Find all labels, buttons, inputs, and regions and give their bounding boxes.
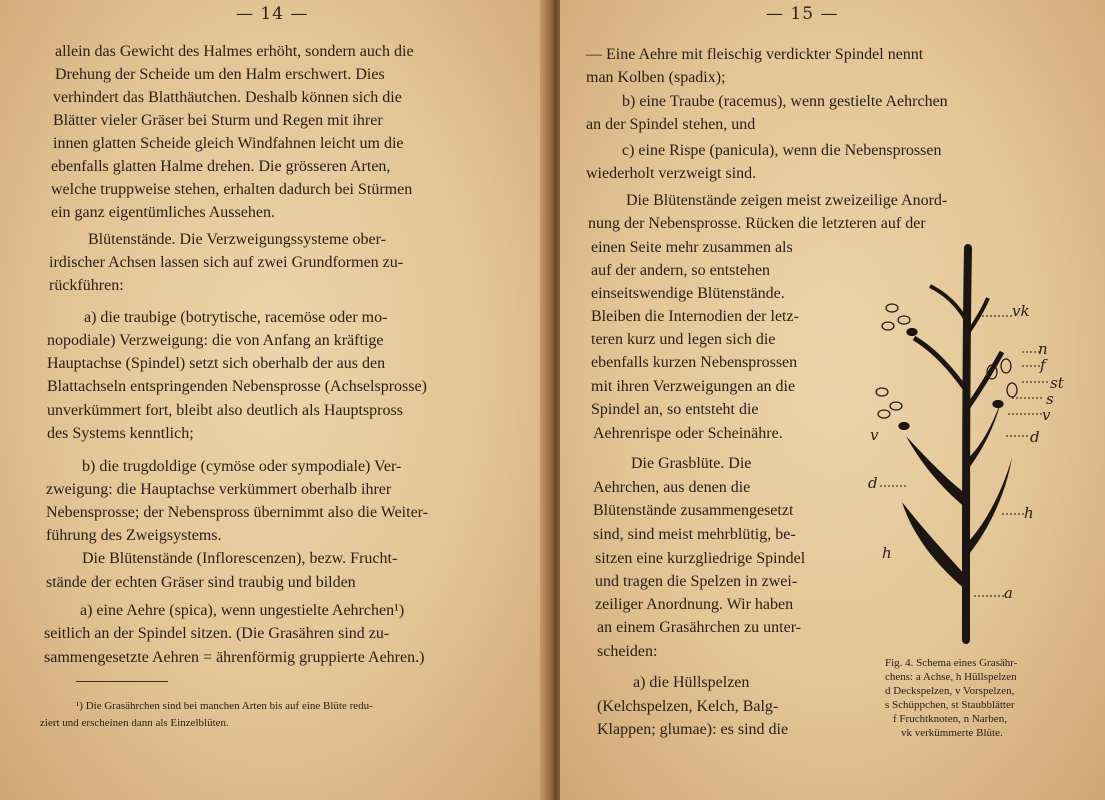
text-line: welche truppweise stehen, erhalten dadurch bei Stürmen [51,181,413,198]
text-line: irdischer Achsen lassen sich auf zwei Grundformen zu- [49,254,404,271]
figure-label-vk: vk [1012,302,1030,320]
text-line: sind, sind meist mehrblütig, be- [593,526,796,543]
figure-label-a: a [1004,584,1013,602]
figure-label-s: s [1046,390,1054,408]
text-line: an einem Grasährchen zu unter- [597,619,802,636]
spikelet-drawing [862,240,1082,650]
text-line: Spindel an, so entsteht die [591,401,759,418]
text-line: sammengesetzte Aehren = ährenförmig gruppierte Aehren.) [44,649,425,666]
text-line: c) eine Rispe (panicula), wenn die Nebensprossen [622,142,942,159]
text-line: Blütenstände zusammengesetzt [593,502,794,519]
text-line: Die Blütenstände (Inflorescenzen), bezw. Frucht- [82,550,398,567]
text-line: verhindert das Blatthäutchen. Deshalb können sich die [53,89,402,106]
text-line: seitlich an der Spindel sitzen. (Die Grasähren sind zu- [44,625,390,642]
figure-label-h: h [1024,504,1034,522]
text-line: Bleiben die Internodien der letz- [591,308,799,325]
figure-caption-line: d Deckspelzen, v Vorspelzen, [885,685,1015,697]
text-line: (Kelchspelzen, Kelch, Balg- [597,698,779,715]
text-line: Aehrchen, aus denen die [593,479,751,496]
text-line: sitzen eine kurzgliedrige Spindel [595,550,806,567]
left-page [0,0,548,800]
text-line: ein ganz eigentümliches Aussehen. [51,204,275,221]
text-line: Blattachseln entspringenden Nebensprosse (Achselsprosse) [47,378,427,395]
branch-left [914,338,966,390]
footnote-line: ziert und erscheinen dann als Einzelblüten. [40,717,229,729]
figure-caption-line: s Schüppchen, st Staubblätter [885,699,1015,711]
figure-label-v: v [870,426,879,444]
page-number: — 15 — [766,4,839,24]
figure-caption-line: chens: a Achse, h Hüllspelzen [885,671,1017,683]
text-line: man Kolben (spadix); [586,69,726,86]
footnote-rule [76,681,168,682]
glume-right [966,458,1012,558]
footnote-line: ¹) Die Grasährchen sind bei manchen Arten bis auf eine Blüte redu- [76,700,373,712]
text-line: zeiliger Anordnung. Wir haben [595,596,794,613]
floret-cluster-middle [876,388,909,430]
text-line: Blätter vieler Gräser bei Sturm und Regen mit ihrer [53,112,383,129]
text-line: ebenfalls kurzen Nebensprossen [591,354,798,371]
text-line: a) eine Aehre (spica), wenn ungestielte Aehrchen¹) [80,602,405,619]
figure-label-f: f [1040,356,1046,374]
figure-label-st: st [1050,374,1064,392]
grass-spikelet-figure [862,240,1082,650]
text-line: allein das Gewicht des Halmes erhöht, sondern auch die [55,43,414,60]
text-line: wiederholt verzweigt sind. [586,165,757,182]
figure-label-d: d [868,474,878,492]
axis-stem [966,248,968,640]
text-line: Klappen; glumae): es sind die [597,721,789,738]
text-line: b) die trugdoldige (cymöse oder sympodiale) Ver- [82,458,402,475]
text-line: und tragen die Spelzen in zwei- [595,573,798,590]
text-line: unverkümmert fort, bleibt also deutlich als Hauptspross [47,402,403,419]
text-line: führung des Zweigsystems. [46,527,222,544]
text-line: nopodiale) Verzweigung: die von Anfang an kräftige [47,332,384,349]
text-line: stände der echten Gräser sind traubig und bilden [46,574,356,591]
figure-label-d: d [1030,428,1040,446]
lemma-left [906,436,966,508]
floret-cluster-upper [882,304,917,336]
figure-caption-line: f Fruchtknoten, n Narben, [893,713,1007,725]
text-line: an der Spindel stehen, und [586,116,756,133]
section-heading-line: Die Grasblüte. Die [631,455,752,472]
figure-caption-line: Fig. 4. Schema eines Grasähr- [885,657,1018,669]
text-line: Hauptachse (Spindel) setzt sich oberhalb der aus den [47,355,386,372]
figure-caption-line: vk verkümmerte Blüte. [901,727,1003,739]
text-line: auf der andern, so entstehen [591,262,771,279]
text-line: zweigung: die Hauptachse verkümmert oberhalb ihrer [46,481,392,498]
text-line: rückführen: [49,277,124,294]
text-line: nung der Nebensprosse. Rücken die letzteren auf der [588,215,926,232]
text-line: a) die Hüllspelzen [633,674,750,691]
text-line: ebenfalls glatten Halme drehen. Die grösseren Arten, [51,158,391,175]
text-line: des Systems kenntlich; [47,425,194,442]
text-line: mit ihren Verzweigungen an die [591,378,796,395]
text-line: — Eine Aehre mit fleischig verdickter Spindel nennt [586,46,924,63]
branch-top-left [930,286,966,320]
text-line: Die Blütenstände zeigen meist zweizeilige Anord- [626,192,948,209]
text-line: Nebensprosse; der Nebenspross übernimmt also die Weiter- [46,504,428,521]
text-line: scheiden: [597,643,658,660]
text-line: innen glatten Scheide gleich Windfahnen leicht um die [53,135,404,152]
figure-label-v: v [1042,406,1051,424]
text-line: a) die traubige (botrytische, racemöse oder mo- [84,309,388,326]
text-line: Drehung der Scheide um den Halm erschwert. Dies [55,66,385,83]
glume-left [902,502,966,590]
text-line: b) eine Traube (racemus), wenn gestielte Aehrchen [622,93,948,110]
figure-label-h: h [882,544,892,562]
text-line: teren kurz und legen sich die [591,331,776,348]
text-line: einseitswendige Blütenstände. [591,285,785,302]
lemma-right [966,398,1002,472]
figure-label-n: n [1038,340,1048,358]
text-line: Aehrenrispe oder Scheinähre. [593,425,783,442]
section-heading-line: Blütenstände. Die Verzweigungssysteme ober- [88,231,386,248]
page-number: — 14 — [236,4,309,24]
text-line: einen Seite mehr zusammen als [591,239,793,256]
